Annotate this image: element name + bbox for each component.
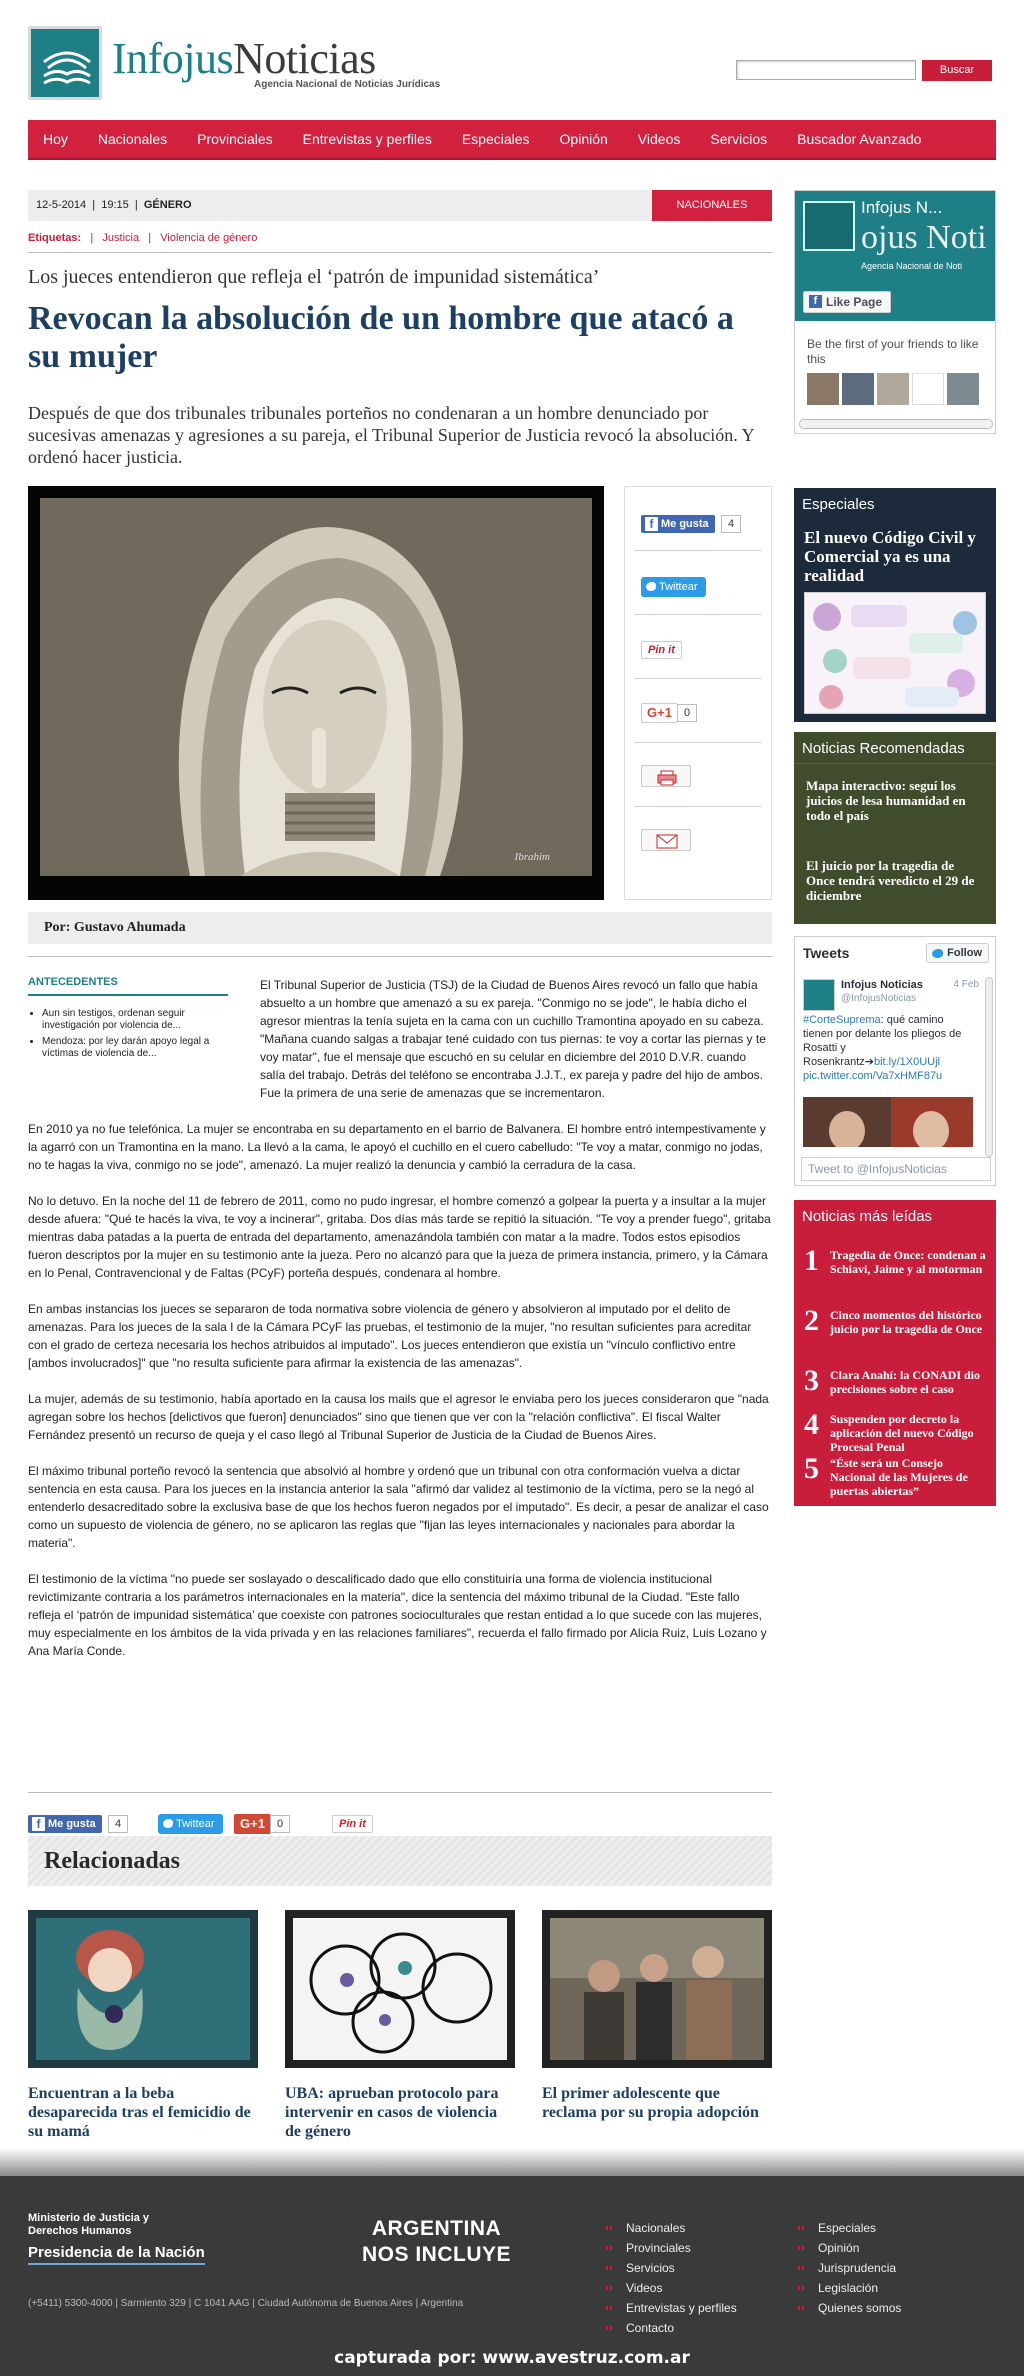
- article-paragraph: En ambas instancias los jueces se separaron de toda normativa sobre violencia de género y absolvieron al imputado por el delito de amenazas. Para los jueces de la sala I de la Cámara PCyF las pruebas, el testimonio de la mujer, "no resultan suficientes para acreditar con el grado de certeza necesaria los hechos atribuidos al imputado". Los jueces entendieron que existía un "vínculo conflictivo entre [ambos involucrados]" que "no resulta suficiente para afirmar la existencia de las amenazas".: [28, 1302, 752, 1370]
- tag-link[interactable]: Violencia de género: [160, 232, 258, 244]
- tweet-date[interactable]: 4 Feb: [953, 979, 979, 990]
- facebook-like-button[interactable]: f Me gusta: [28, 1815, 102, 1833]
- recommended-link[interactable]: El juicio por la tragedia de Once tendrá veredicto el 29 de diciembre: [806, 858, 975, 903]
- facebook-like-count: 4: [721, 515, 741, 533]
- nav-videos[interactable]: Videos: [637, 131, 681, 147]
- nav-especiales[interactable]: Especiales: [461, 131, 530, 147]
- article-category[interactable]: GÉNERO: [143, 199, 192, 211]
- article-headline: Revocan la absolución de un hombre que atacó a su mujer: [28, 300, 734, 375]
- related-header: [28, 1836, 772, 1886]
- tags-label: Etiquetas:: [28, 232, 82, 244]
- article-image: [28, 486, 604, 900]
- article-kicker: Los jueces entendieron que refleja el ‘patrón de impunidad sistemática’: [28, 266, 600, 288]
- facebook-icon: f: [645, 517, 658, 531]
- twitter-bird-icon: [646, 582, 656, 591]
- footer-link[interactable]: Quienes somos: [798, 2298, 901, 2318]
- most-read-title: Noticias más leídas: [802, 1208, 933, 1225]
- tweet-hashtag[interactable]: #CorteSuprema: [803, 1014, 881, 1026]
- article-author: Por: Gustavo Ahumada: [44, 920, 186, 935]
- divider: [28, 252, 772, 253]
- facebook-friends-text: Be the first of your friends to like this: [807, 337, 979, 366]
- nav-hoy[interactable]: Hoy: [43, 131, 68, 147]
- article-meta-bar: 12-5-2014 | 19:15 | GÉNERO NACIONALES: [28, 190, 772, 221]
- footer-link[interactable]: Opinión: [798, 2238, 901, 2258]
- avatar[interactable]: [807, 373, 839, 405]
- image-signature: Ibrahim: [514, 851, 550, 863]
- related-card[interactable]: [542, 1910, 772, 2122]
- google-plus-count: 0: [677, 704, 697, 722]
- recommended-link[interactable]: Mapa interactivo: seguí los juicios de lesa humanidad en todo el país: [806, 778, 966, 823]
- footer-link[interactable]: Contacto: [606, 2318, 737, 2338]
- tweet-link[interactable]: pic.twitter.com/Va7xHMF87u: [803, 1070, 943, 1082]
- tweet-to-input[interactable]: Tweet to @InfojusNoticias: [801, 1157, 991, 1181]
- avatar[interactable]: [803, 979, 835, 1011]
- envelope-icon: [642, 830, 692, 852]
- divider: [28, 956, 772, 957]
- search-input[interactable]: [736, 60, 916, 80]
- google-plus-count: 0: [270, 1815, 290, 1833]
- most-read-widget: Noticias más leídas 1 Tragedia de Once: condenan a Schiavi, Jaime y al motorman 2 Cinco momentos del histórico juicio por la tragedia de Once 3 Clara Anahí: la CONADI dio precisiones sobre el caso 4 Suspenden por decreto la aplicación del nuevo Código Procesal Penal 5 “Éste será un Consejo Nacional de las Mujeres de puertas abiertas”: [794, 1200, 996, 1506]
- recommended-widget: [794, 732, 996, 924]
- related-image[interactable]: [28, 1910, 258, 2068]
- nav-buscador-avanzado[interactable]: Buscador Avanzado: [797, 131, 922, 147]
- avatar[interactable]: [842, 373, 874, 405]
- antecedente-link[interactable]: • Mendoza: por ley darán apoyo legal a víctimas de violencia de...: [42, 1036, 228, 1060]
- horizontal-scrollbar[interactable]: [799, 419, 993, 429]
- avatar[interactable]: [947, 373, 979, 405]
- twitter-tweet-button[interactable]: Twittear: [641, 577, 706, 597]
- related-card[interactable]: [28, 1910, 258, 2141]
- tweet-author-name[interactable]: Infojus Noticias: [841, 979, 923, 991]
- recommended-title: Noticias Recomendadas: [794, 732, 996, 764]
- tweet-author-handle[interactable]: @InfojusNoticias: [841, 993, 917, 1004]
- share-column: [624, 486, 772, 900]
- antecedentes-title: ANTECEDENTES: [28, 976, 228, 996]
- related-caption[interactable]: Encuentran a la beba desaparecida tras el femicidio de su mamá: [28, 2085, 251, 2140]
- especiales-title: Especiales: [802, 496, 875, 513]
- tweet-image[interactable]: [803, 1097, 973, 1147]
- facebook-icon: f: [32, 1817, 45, 1831]
- vertical-scrollbar[interactable]: [985, 977, 993, 1157]
- article-body: [28, 976, 772, 1678]
- article-summary: Después de que dos tribunales tribunales porteños no condenaran a un hombre denunciado por sucesivas amenazas y agresiones a su pareja, el Tribunal Superior de Justicia revocó la absolución. Y ordenó hacer justicia.: [28, 403, 754, 467]
- twitter-follow-button[interactable]: Follow: [926, 943, 989, 963]
- nav-provinciales[interactable]: Provinciales: [197, 131, 273, 147]
- article-time: 19:15: [101, 199, 129, 211]
- presidencia-logo[interactable]: Presidencia de la Nación: [28, 2244, 205, 2265]
- facebook-page-banner[interactable]: Infojus N... ojus Noti Agencia Nacional de Noti f Like Page: [795, 191, 995, 321]
- avatar[interactable]: [877, 373, 909, 405]
- article-paragraph: En 2010 ya no fue telefónica. La mujer se encontraba en su departamento en el barrio de Balvanera. El hombre entró intempestivamente y la agarró con un Tramontina en la mano. La llevó a la cama, le apoyó el cuchillo en el cuero cabelludo: "Te voy a matar, conmigo no jodas, no te hagas la viva, conmigo no se jode", amenazó. La mujer realizó la denuncia y cambió la cerradura de la casa.: [28, 1122, 766, 1172]
- share-bar-bottom: [28, 1792, 772, 1831]
- nav-opinion[interactable]: Opinión: [559, 131, 608, 147]
- site-logo[interactable]: [28, 24, 458, 102]
- book-logo-icon: [28, 26, 102, 100]
- tweet-link[interactable]: bit.ly/1X0UUjl: [873, 1056, 940, 1068]
- logo-name: InfojusNoticias: [112, 33, 376, 83]
- antecedente-link[interactable]: • Aun sin testigos, ordenan seguir investigación por violencia de...: [42, 1008, 228, 1032]
- pinterest-pin-button[interactable]: Pin it: [641, 641, 682, 659]
- logo-tagline: Agencia Nacional de Noticias Jurídicas: [254, 78, 441, 90]
- illustration-woman-silence: [40, 498, 592, 876]
- google-plus-button[interactable]: G+1: [234, 1814, 271, 1834]
- footer-links-col1: [606, 2218, 737, 2338]
- email-button[interactable]: [641, 829, 691, 851]
- tweet-text: #CorteSuprema: qué camino tienen por delante los pliegos de Rosatti y Rosenkrantz➔bit.ly/1X0UUjl pic.twitter.com/Va7xHMF87u: [803, 1014, 962, 1082]
- tag-link[interactable]: Justicia: [102, 232, 140, 244]
- page-logo-icon: [803, 201, 855, 251]
- footer-link[interactable]: Jurisprudencia: [798, 2258, 901, 2278]
- article-paragraph: El Tribunal Superior de Justicia (TSJ) de la Ciudad de Buenos Aires revocó un fallo que había absuelto a un hombre que amenazó a su ex pareja. "Conmigo no se jode", le había dicho el agresor mientras la tenía sujeta en la cama con un cuchillo Tramontina apoyado en su cabeza. "Mañana cuando salgas a trabajar tené cuidado con tus piernas: te voy a cortar las piernas y te voy matar", fue el mensaje que escuchó en su celular en diciembre del 2010 D.V.R. cuando salía del trabajo. Detrás del teléfono se encontraba J.J.T., ex pareja y padre del hijo de ambos. Fue la primera de una serie de amenazas que se incrementaron.: [260, 978, 766, 1100]
- article-paragraph: La mujer, además de su testimonio, había aportado en la causa los mails que el agresor le enviaba pero los jueces consideraron que "nada agregan sobre los hechos [delictivos que fueron] denunciados" sino que tienen que ver con la "relación conflictiva". El fiscal Walter Fernández presentó un recurso de queja y el caso llegó al Tribunal Superior de Justicia de la Ciudad de Buenos Aires.: [28, 1392, 769, 1442]
- capture-watermark: capturada por: www.avestruz.com.ar: [334, 2348, 690, 2368]
- article-date: 12-5-2014: [36, 199, 87, 211]
- avatar[interactable]: [912, 373, 944, 405]
- ministerio-label[interactable]: Ministerio de Justicia y Derechos Humanos: [28, 2212, 150, 2237]
- especiales-widget: [794, 488, 996, 722]
- especiales-link[interactable]: El nuevo Código Civil y Comercial ya es una realidad: [804, 528, 976, 585]
- twitter-tweet-button[interactable]: Twittear: [158, 1814, 223, 1834]
- article-paragraph: El testimonio de la víctima "no puede ser soslayado o descalificado dado que ello constituiría una forma de violencia institucional revictimizante contraria a los parámetros internacionales en la materia", dice la sentencia del máximo tribunal de la Ciudad. "Este fallo refleja el ‘patrón de impunidad sistemática’ que coexiste con patrones socioculturales que restan entidad a lo que sucede con las mujeres, muy especialmente en los ámbitos de la vida privada y en las relaciones familiares", recuerda el fallo firmado por Alicia Ruiz, Luis Lozano y Ana María Conde.: [28, 1572, 767, 1658]
- search-button[interactable]: Buscar: [922, 60, 992, 81]
- twitter-bird-icon: [163, 1819, 173, 1828]
- article-paragraph: El máximo tribunal porteño revocó la sentencia que absolvió al hombre y ordenó que un tribunal con otra conformación vuelva a dictar sentencia en esta causa. Para los jueces en la instancia anterior la sala "afirmó dar validez al testimonio de la víctima, pero se la negó al entenderlo desacreditado sobre la exclusiva base de que los hechos fueron negados por el imputado". Es decir, a pesar de analizar el caso como un supuesto de violencia de género, no se aplicaron las reglas que "fijan las leyes internacionales y nacionales para abordar la materia".: [28, 1464, 769, 1550]
- related-caption[interactable]: UBA: aprueban protocolo para intervenir en casos de violencia de género: [285, 2085, 499, 2140]
- argentina-nos-incluye-logo: ARGENTINA NOS INCLUYE: [362, 2217, 512, 2266]
- footer-link[interactable]: Nacionales: [606, 2218, 737, 2238]
- footer-link[interactable]: Entrevistas y perfiles: [606, 2298, 737, 2318]
- related-caption[interactable]: El primer adolescente que reclama por su propia adopción: [542, 2085, 759, 2121]
- facebook-friend-thumbnails: [807, 373, 979, 405]
- footer-links-col2: [798, 2218, 901, 2318]
- main-nav: [28, 120, 996, 160]
- footer-link[interactable]: Provinciales: [606, 2238, 737, 2258]
- footer-link[interactable]: Videos: [606, 2278, 737, 2298]
- nav-nacionales[interactable]: Nacionales: [97, 131, 168, 147]
- facebook-page-title[interactable]: Infojus N...: [861, 198, 943, 217]
- article-paragraph: No lo detuvo. En la noche del 11 de febrero de 2011, como no pudo ingresar, el hombre comenzó a golpear la puerta y a insultar a la mujer desde afuera: "Qué te hacés la viva, te voy a incinerar", gritaba. Dos días más tarde se repitió la situación. "Te voy a prender fuego", gritaba mientras daba patadas a la puerta de entrada del departamento, amenazándola también con matar a la madre. Todos estos episodios fueron descriptos por la mujer en su testimonio ante la jueza. Pero no alcanzó para que la jueza de primera instancia, primero, y la Cámara en lo Penal, Contravencional y de Faltas (PCyF) porteña después, condenara al hombre.: [28, 1194, 771, 1280]
- facebook-like-count: 4: [108, 1815, 128, 1833]
- facebook-like-button[interactable]: f Me gusta: [641, 515, 715, 533]
- facebook-like-page-button[interactable]: f Like Page: [803, 291, 891, 313]
- footer-link[interactable]: Servicios: [606, 2258, 737, 2278]
- site-footer: [0, 2176, 1024, 2376]
- author-bar: [28, 912, 772, 944]
- section-badge[interactable]: NACIONALES: [652, 190, 772, 221]
- nav-entrevistas[interactable]: Entrevistas y perfiles: [302, 131, 432, 147]
- related-card[interactable]: [285, 1910, 515, 2141]
- footer-address: (+5411) 5300-4000 | Sarmiento 329 | C 1041 AAG | Ciudad Autónoma de Buenos Aires | Argentina: [28, 2298, 464, 2309]
- related-image[interactable]: [285, 1910, 515, 2068]
- especiales-image[interactable]: [804, 592, 986, 714]
- print-icon: [642, 766, 692, 788]
- facebook-page-widget: [794, 190, 996, 434]
- related-image[interactable]: [542, 1910, 772, 2068]
- site-header: [28, 24, 996, 104]
- nav-servicios[interactable]: Servicios: [710, 131, 768, 147]
- print-button[interactable]: [641, 765, 691, 787]
- footer-link[interactable]: Especiales: [798, 2218, 901, 2238]
- related-title: Relacionadas: [44, 1848, 181, 1874]
- twitter-timeline-widget: [794, 936, 996, 1186]
- article-tags: Etiquetas: | Justicia | Violencia de género: [28, 232, 258, 244]
- pinterest-pin-button[interactable]: Pin it: [332, 1815, 373, 1833]
- facebook-icon: f: [809, 295, 822, 308]
- tweets-title[interactable]: Tweets: [803, 945, 850, 961]
- footer-link[interactable]: Legislación: [798, 2278, 901, 2298]
- twitter-bird-icon: [932, 949, 943, 958]
- google-plus-button[interactable]: G+1: [641, 703, 678, 723]
